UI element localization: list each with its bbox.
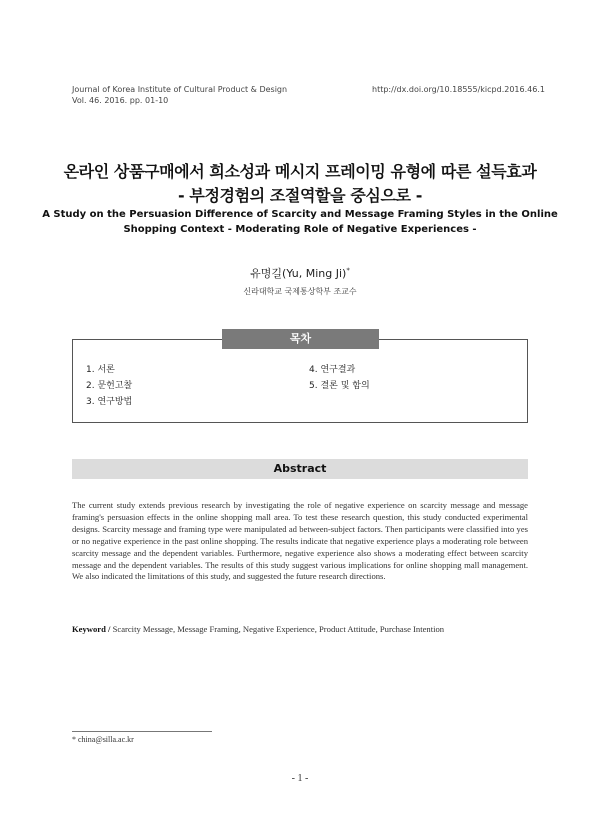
keywords-label: Keyword /: [72, 624, 111, 634]
footnote-divider: [72, 731, 212, 732]
author-affiliation: 신라대학교 국제통상학부 조교수: [243, 287, 357, 296]
author-footnote-mark: *: [346, 266, 350, 275]
page-number: - 1 -: [291, 773, 309, 784]
english-title-line1: A Study on the Persuasion Difference of Scarcity and Message Framing Styles in the Online: [42, 209, 558, 220]
table-of-contents: [72, 339, 528, 423]
korean-title: [40, 160, 560, 208]
author-name-text: 유명길(Yu, Ming Ji): [250, 267, 347, 280]
journal-info: [72, 84, 287, 106]
english-title: [40, 207, 560, 237]
english-title-line2: Shopping Context - Moderating Role of Negative Experiences -: [123, 224, 477, 235]
author-name: [0, 265, 600, 281]
toc-item-conclusion[interactable]: 5. 결론 및 함의: [309, 381, 370, 391]
toc-item-method[interactable]: 3. 연구방법: [86, 397, 133, 407]
toc-heading: 목차: [222, 329, 379, 349]
keywords: [72, 624, 528, 634]
abstract-heading: Abstract: [72, 459, 528, 479]
toc-item-intro[interactable]: 1. 서론: [86, 365, 115, 375]
doi-link[interactable]: http://dx.doi.org/10.18555/kicpd.2016.46.1: [372, 85, 545, 94]
toc-item-literature[interactable]: 2. 문헌고찰: [86, 381, 133, 391]
author-email-footnote: * china@silla.ac.kr: [72, 735, 134, 744]
journal-volume: Vol. 46. 2016. pp. 01-10: [72, 96, 169, 105]
journal-name: Journal of Korea Institute of Cultural Product & Design: [72, 85, 288, 94]
toc-item-results[interactable]: 4. 연구결과: [309, 365, 356, 375]
korean-title-line1: 온라인 상품구매에서 희소성과 메시지 프레이밍 유형에 따른 설득효과: [63, 162, 537, 181]
keywords-list: Scarcity Message, Message Framing, Negative Experience, Product Attitude, Purchase Intention: [112, 624, 445, 634]
korean-title-line2: - 부정경험의 조절역할을 중심으로 -: [178, 186, 422, 205]
abstract-body: The current study extends previous research by investigating the role of negative experience on scarcity message and message framing's persuasion effects in the online shopping mall area. To test these research question, this study conducted experimental designs. Scarcity message and framing type were manipulated ad between-subject factors. Then participants were classified into yes or no negative experience in the past online shopping. The results indicate that negative experience plays a moderating role between scarcity message and the dependent variables. Furthermore, negative experience also shows a moderating effect between scarcity message and the dependent variables. The results of this study suggest various implications for online shopping mall management. We also indicated the limitations of this study, and suggested the future research directions.: [72, 500, 528, 582]
